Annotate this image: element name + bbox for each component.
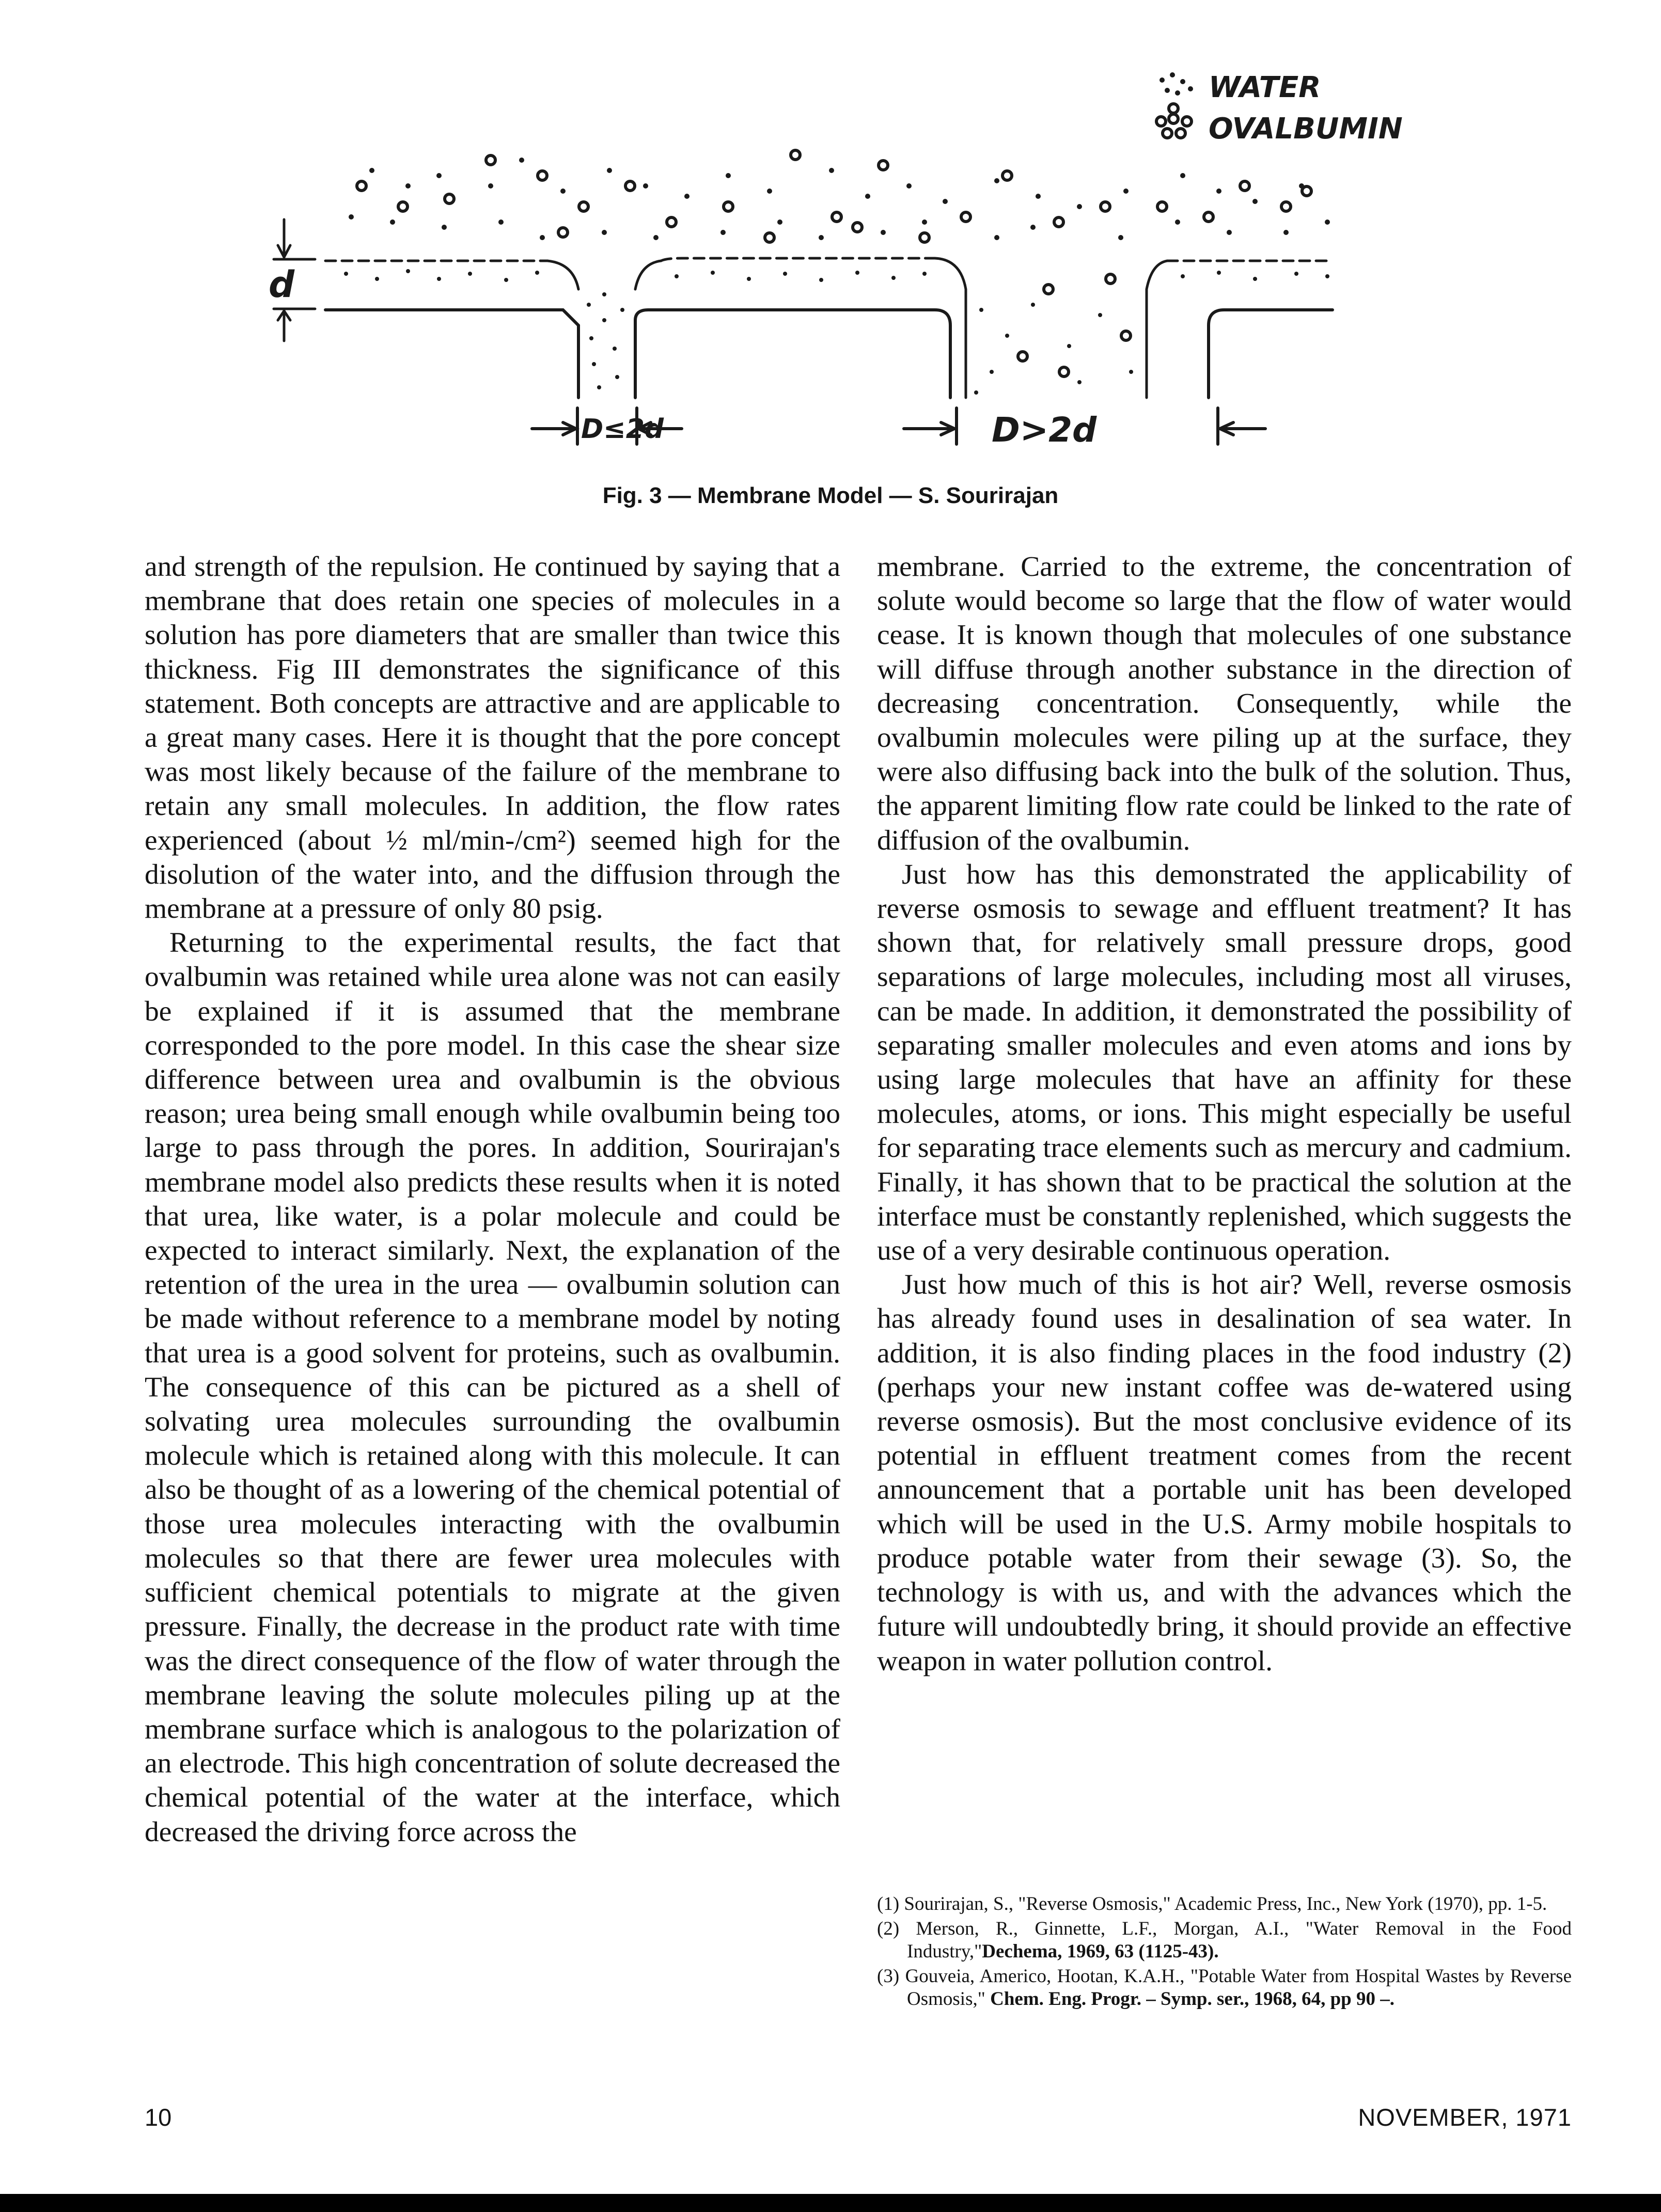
reference-3-journal: Chem. Eng. Progr. – Symp. ser., 1968, 64, pp 90 –. (990, 1988, 1395, 2010)
reference-2-text: (2) Merson, R., Ginnette, L.F., Morgan, A.I., "Water Removal in the Food Industry," (877, 1918, 1572, 1962)
page-number: 10 (145, 2104, 172, 2131)
membrane-body-right (1209, 310, 1333, 398)
right-paragraph-3: Just how much of this is hot air? Well, reverse osmosis has already found uses in desalination of sea water. In addition, it is also finding places in the food industry (2) (perhaps your new instant coffee was de-watered using reverse osmosis). But the most conclusive evidence of its potential in effluent treatment comes from the recent announcement that a portable unit has been developed which will be used in the U.S. Army mobile hospitals to produce potable water from their sewage (3). So, the technology is with us, and with the advances which the future will undoubtedly bring, it should provide an effective weapon in water pollution control. (877, 1269, 1572, 1677)
right-paragraph-2: Just how has this demonstrated the applicability of reverse osmosis to sewage and effluent treatment? It has shown that, for relatively small pressure drops, good separations of large molecules, including most all viruses, can be made. In addition, it demonstrated the possibility of separating smaller molecules and even atoms and ions by using large molecules that have an affinity for these molecules, atoms, or ions. This might especially be useful for separating trace elements such as mercury and cadmium. Finally, it has shown that to be practical the solution at the interface must be constantly replenished, which suggests the use of a very desirable continuous operation. (877, 858, 1572, 1267)
membrane-surface-middle (661, 258, 935, 261)
thickness-label: d (269, 263, 295, 306)
reference-2-journal: Dechema, 1969, 63 (1125-43). (982, 1941, 1219, 1962)
reference-1: (1) Sourirajan, S., "Reverse Osmosis," Academic Press, Inc., New York (1970), pp. 1-5. (877, 1893, 1547, 1915)
membrane-body-middle (635, 310, 950, 398)
reference-3-text: (3) Gouveia, Americo, Hootan, K.A.H., "Potable Water from Hospital Wastes by Reverse Osmosis," (877, 1966, 1572, 2010)
membrane-diagram (269, 67, 1462, 470)
small-pore-label: D≤2d (581, 414, 664, 445)
figure-caption: Fig. 3 — Membrane Model — S. Sourirajan (602, 483, 1059, 508)
ovalbumin-molecules (357, 104, 1311, 376)
legend-ovalbumin-label: OVALBUMIN (1209, 112, 1403, 146)
left-column (145, 550, 840, 1849)
issue-date: NOVEMBER, 1971 (1358, 2104, 1572, 2131)
reference-2 (877, 1918, 1572, 1963)
membrane-model-figure (269, 67, 1462, 470)
references (877, 1893, 1572, 2013)
reference-3 (877, 1965, 1572, 2011)
membrane-body-left (325, 310, 578, 398)
right-column (877, 550, 1572, 1678)
left-paragraph-2: Returning to the experimental results, the fact that ovalbumin was retained while urea alone was not can easily be explained if it is assumed that the membrane corresponded to the pore model. In this case the shear size difference between urea and ovalbumin is the obvious reason; urea being small enough while ovalbumin being too large to pass through the pores. In addition, Sourirajan's membrane model also predicts these results when it is noted that urea, like water, is a polar molecule and could be expected to interact similarly. Next, the explanation of the retention of the urea in the urea — ovalbumin solution can be made without reference to a membrane model by noting that urea is a good solvent for proteins, such as ovalbumin. The consequence of this can be pictured as a shell of solvating urea molecules surrounding the ovalbumin molecule which is retained along with this molecule. It can also be thought of as a lowering of the chemical potential of those urea molecules interacting with the ovalbumin molecules so that there are fewer urea molecules with sufficient chemical potentials to migrate at the given pressure. Finally, the decrease in the product rate with time was the direct consequence of the flow of water through the membrane leaving the solute molecules piling up at the membrane surface which is analogous to the polarization of an electrode. This high concentration of solute decreased the chemical potential of the water at the interface, which decreased the driving force across the (145, 927, 840, 1848)
left-paragraph-1: and strength of the repulsion. He continued by saying that a membrane that does retain one species of molecules in a solution has pore diameters that are smaller than twice this thickness. Fig III demonstrates the significance of this statement. Both concepts are attractive and are applicable to a great many cases. Here it is thought that the pore concept was most likely because of the failure of the membrane to retain any small molecules. In addition, the flow rates experienced (about ½ ml/min-/cm²) seemed high for the disolution of the water into, and the diffusion through the membrane at a pressure of only 80 psig. (145, 551, 840, 925)
scan-edge-bar (0, 2194, 1661, 2212)
large-pore-label: D>2d (992, 410, 1097, 450)
right-paragraph-1: membrane. Carried to the extreme, the concentration of solute would become so large that the flow of water would cease. It is known though that molecules of one substance will diffuse through another substance in the direction of decreasing concentration. Consequently, while the ovalbumin molecules were piling up at the surface, they were also diffusing back into the bulk of the solution. Thus, the apparent limiting flow rate could be linked to the rate of diffusion of the ovalbumin. (877, 551, 1572, 856)
legend-water-label: WATER (1209, 71, 1321, 104)
